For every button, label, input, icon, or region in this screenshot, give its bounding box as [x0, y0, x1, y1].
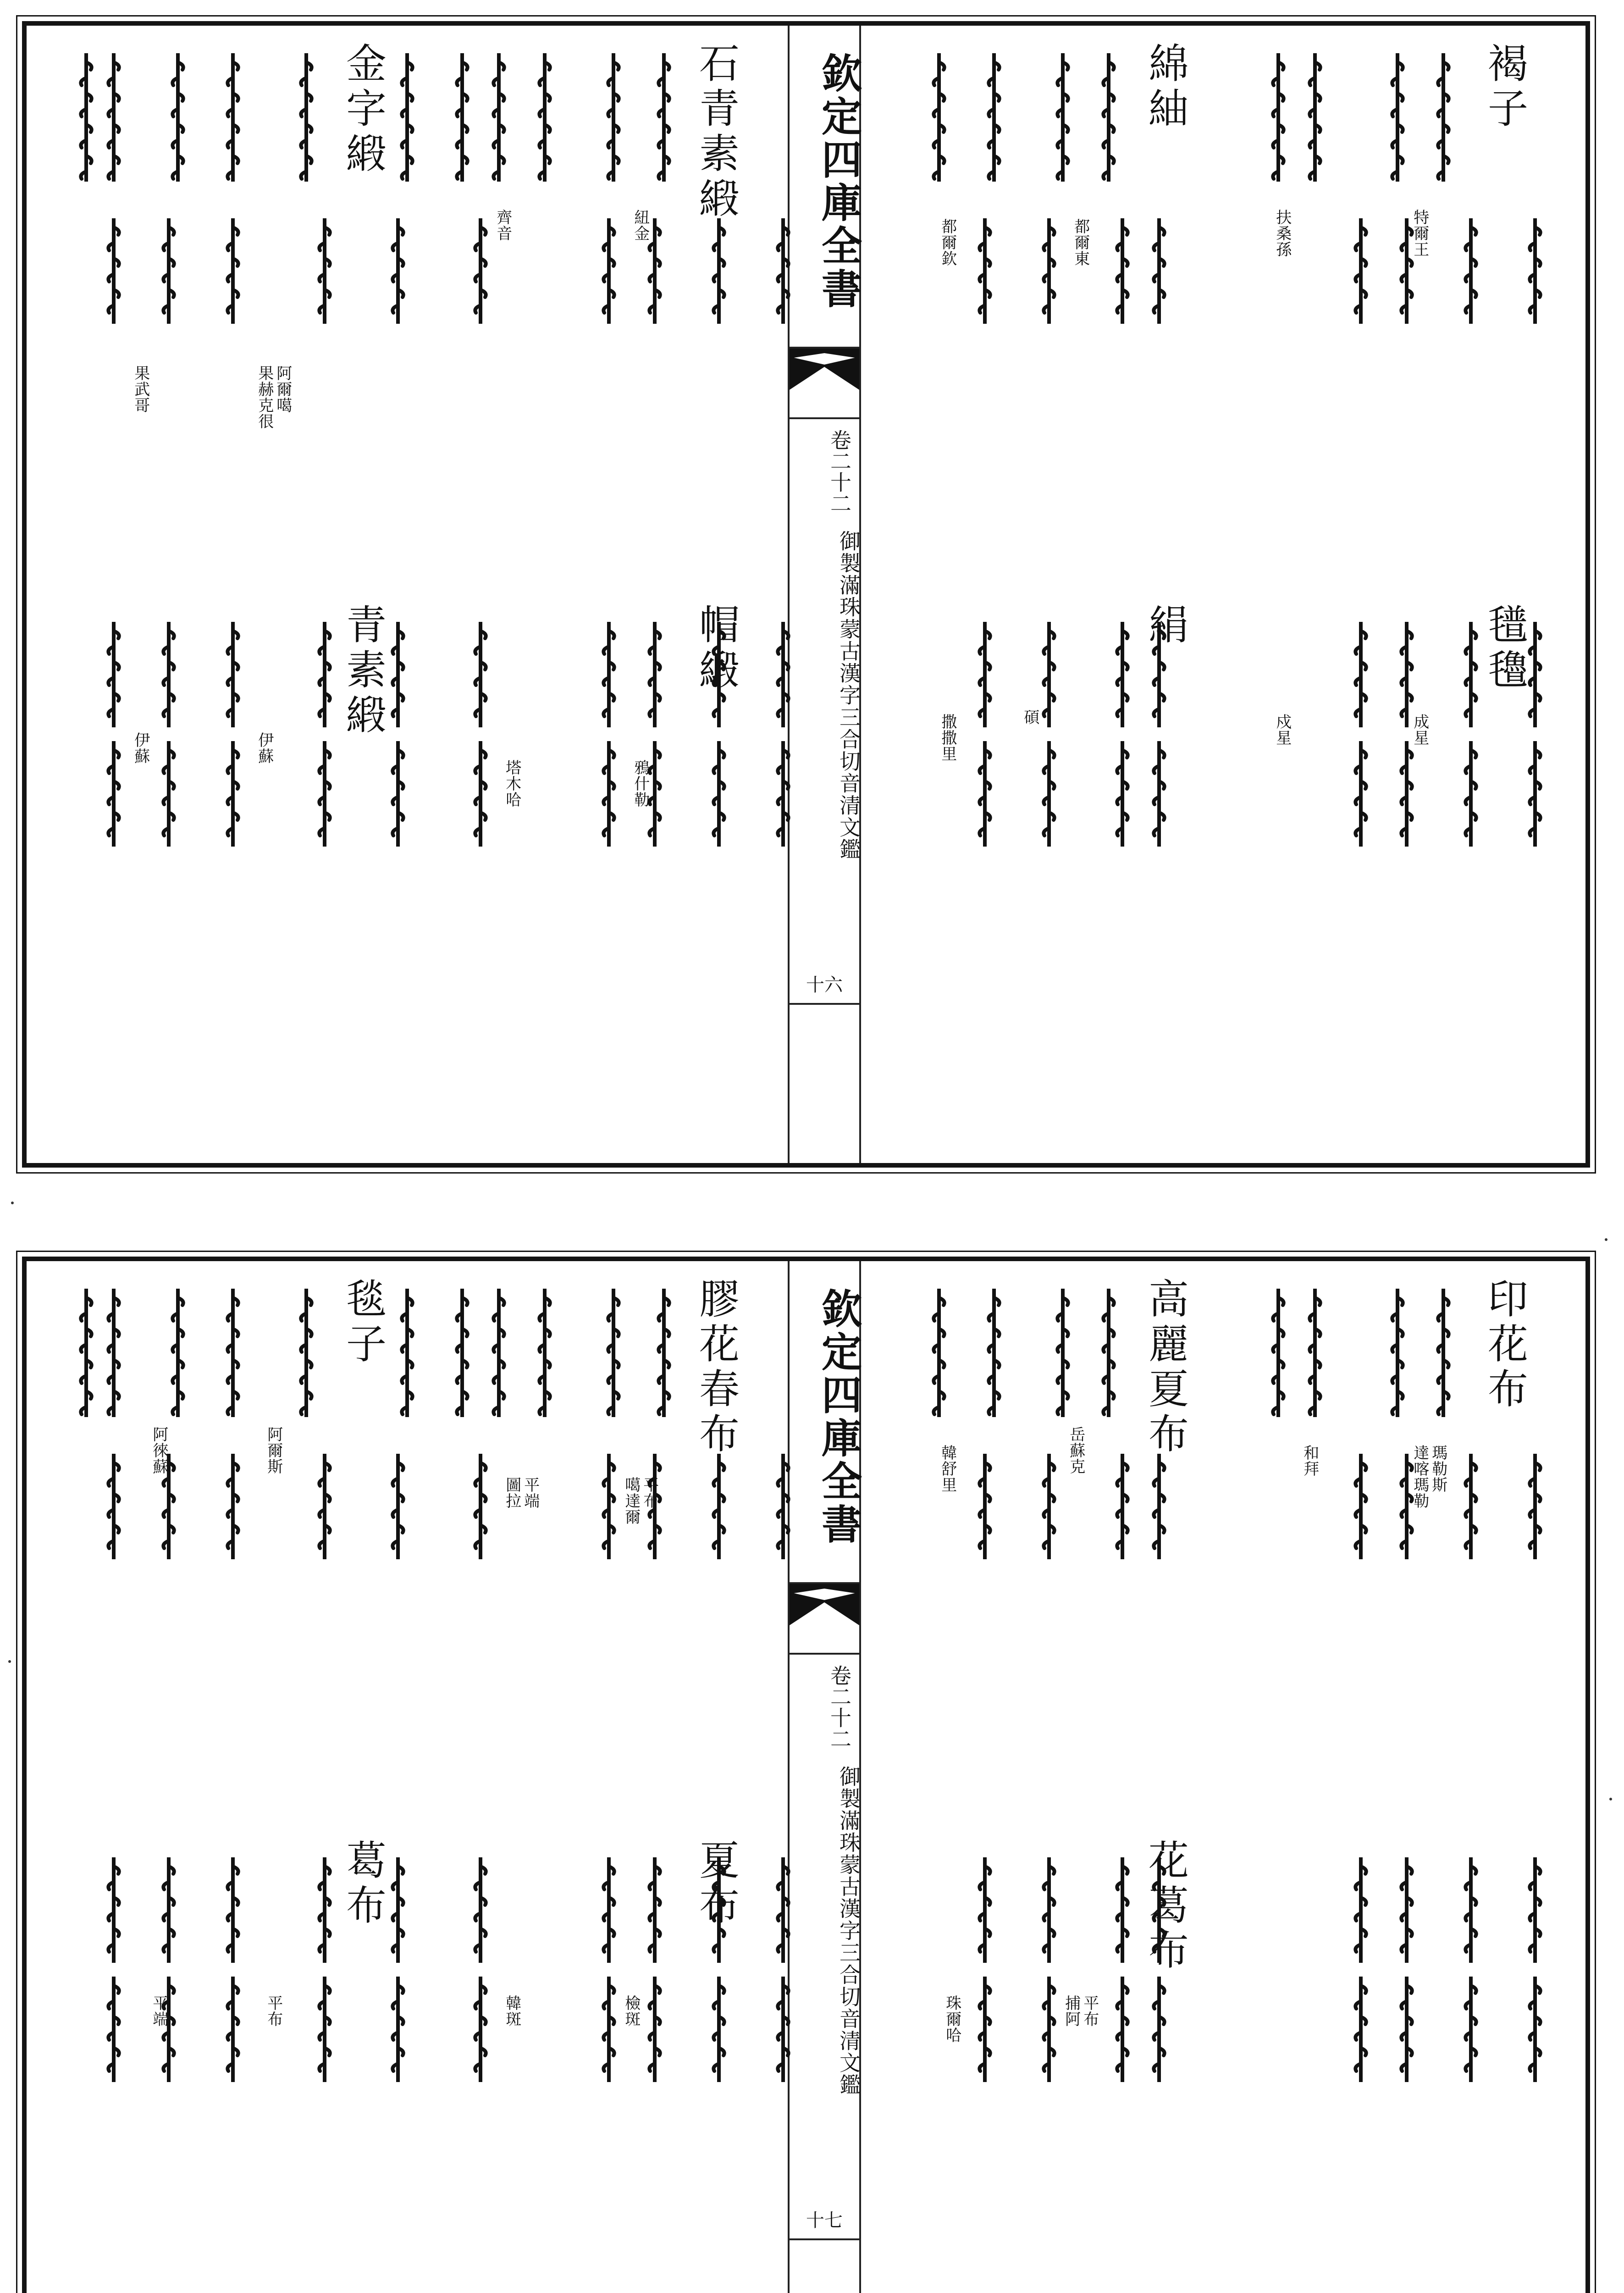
script-glyph	[164, 53, 192, 182]
script-glyph	[600, 53, 627, 182]
script-glyph	[1109, 622, 1136, 727]
entry-annotation: 平布	[1080, 1995, 1099, 2027]
script-glyph	[1457, 218, 1485, 324]
script-glyph	[219, 1289, 247, 1417]
script-glyph	[1521, 1454, 1549, 1559]
script-glyph	[100, 1454, 127, 1559]
entry-annotation: 檢斑	[622, 1995, 641, 2027]
entry-heading: 青素緞	[340, 604, 387, 738]
script-glyph	[100, 1857, 127, 1963]
script-glyph	[164, 1289, 192, 1417]
script-glyph	[1347, 741, 1375, 847]
script-glyph	[925, 53, 953, 182]
entry-annotation: 都爾東	[1071, 218, 1090, 266]
script-glyph	[1035, 741, 1063, 847]
script-glyph	[1393, 622, 1420, 727]
script-glyph	[1393, 1857, 1420, 1963]
script-glyph	[769, 622, 797, 727]
script-glyph	[448, 53, 476, 182]
script-glyph	[100, 622, 127, 727]
script-glyph	[769, 1454, 797, 1559]
script-glyph	[1035, 622, 1063, 727]
script-glyph	[971, 1857, 999, 1963]
script-glyph	[1049, 53, 1077, 182]
script-glyph	[1393, 1977, 1420, 2082]
script-glyph	[1109, 218, 1136, 324]
script-glyph	[219, 53, 247, 182]
entry-annotation: 戍星	[1273, 714, 1292, 746]
script-glyph	[769, 741, 797, 847]
script-glyph	[1035, 1977, 1063, 2082]
script-glyph	[72, 1289, 100, 1417]
script-glyph	[1457, 741, 1485, 847]
script-glyph	[393, 53, 421, 182]
entry-annotation: 平布	[264, 1995, 283, 2027]
script-glyph	[311, 1857, 338, 1963]
script-glyph	[155, 1857, 182, 1963]
entry-annotation: 岳蘇克	[1066, 1426, 1085, 1474]
page-bottom	[22, 1257, 1590, 2293]
script-glyph	[641, 218, 668, 324]
script-glyph	[384, 741, 412, 847]
entry-annotation: 韓舒里	[938, 1445, 957, 1493]
script-glyph	[1347, 622, 1375, 727]
entry-annotation: 韓斑	[503, 1995, 521, 2027]
script-glyph	[384, 1454, 412, 1559]
script-glyph	[72, 53, 100, 182]
entry-heading: 印花布	[1481, 1278, 1529, 1412]
script-glyph	[1145, 622, 1173, 727]
entry-head	[693, 42, 774, 222]
entry-head	[1142, 42, 1223, 132]
script-glyph	[1145, 1857, 1173, 1963]
page-number: 十七	[790, 2206, 859, 2240]
script-glyph	[705, 1857, 733, 1963]
entry-head	[1142, 1278, 1223, 1457]
entry-heading: 高麗夏布	[1142, 1278, 1189, 1457]
script-glyph	[1301, 53, 1329, 182]
script-glyph	[384, 1977, 412, 2082]
script-glyph	[595, 622, 623, 727]
entry-annotation: 阿徠蘇	[149, 1426, 168, 1474]
entry-heading: 毯子	[340, 1278, 387, 1368]
script-glyph	[155, 218, 182, 324]
script-glyph	[219, 218, 247, 324]
script-glyph	[531, 53, 558, 182]
entry-heading: 綿紬	[1142, 42, 1189, 132]
script-glyph	[595, 218, 623, 324]
script-glyph	[100, 218, 127, 324]
script-glyph	[971, 1454, 999, 1559]
script-glyph	[100, 741, 127, 847]
script-glyph	[769, 1977, 797, 2082]
script-glyph	[1109, 741, 1136, 847]
script-glyph	[1035, 1454, 1063, 1559]
entry-annotation: 特爾王	[1410, 209, 1429, 257]
script-glyph	[155, 1454, 182, 1559]
entry-annotation: 塔木哈	[503, 759, 521, 808]
entry-annotation: 都爾欽	[938, 218, 957, 266]
script-glyph	[311, 1977, 338, 2082]
script-glyph	[393, 1289, 421, 1417]
script-glyph	[980, 1289, 1008, 1417]
fish-tail-ornament	[790, 347, 859, 419]
script-glyph	[1430, 1289, 1457, 1417]
script-glyph	[1145, 218, 1173, 324]
script-glyph	[384, 622, 412, 727]
script-glyph	[925, 1289, 953, 1417]
script-glyph	[467, 622, 494, 727]
script-glyph	[1521, 741, 1549, 847]
script-glyph	[485, 53, 513, 182]
entry-annotation: 噶達爾	[622, 1477, 641, 1525]
script-glyph	[650, 1289, 678, 1417]
entry-annotation: 果武哥	[131, 365, 150, 413]
entry-heading: 褐子	[1481, 42, 1529, 132]
script-glyph	[1521, 218, 1549, 324]
book-title: 欽定四庫全書	[815, 52, 863, 311]
entry-heading: 石青素緞	[693, 42, 740, 222]
script-glyph	[650, 53, 678, 182]
script-glyph	[467, 741, 494, 847]
entry-head	[693, 1278, 774, 1457]
entry-heading: 葛布	[340, 1839, 387, 1929]
script-glyph	[219, 1454, 247, 1559]
script-glyph	[467, 1857, 494, 1963]
script-glyph	[100, 53, 127, 182]
script-glyph	[1457, 1977, 1485, 2082]
script-glyph	[705, 218, 733, 324]
script-glyph	[219, 1857, 247, 1963]
entry-annotation: 成星	[1410, 714, 1429, 746]
script-glyph	[641, 622, 668, 727]
entry-annotation: 齊音	[493, 209, 512, 241]
entry-annotation: 伊蘇	[131, 732, 150, 764]
fish-tail-ornament	[790, 1582, 859, 1655]
volume-number: 卷二十二	[827, 1665, 852, 1749]
entry-head	[1481, 1278, 1563, 1412]
script-glyph	[1430, 53, 1457, 182]
script-glyph	[1457, 622, 1485, 727]
script-glyph	[1035, 1857, 1063, 1963]
script-glyph	[100, 1289, 127, 1417]
script-glyph	[600, 1289, 627, 1417]
entry-annotation: 阿爾斯	[264, 1426, 283, 1474]
volume-subtitle: 御製滿珠蒙古漢字三合切音清文鑑	[836, 530, 861, 860]
script-glyph	[1035, 218, 1063, 324]
entry-annotation: 碩	[1021, 709, 1039, 725]
entry-annotation: 平布	[640, 1477, 659, 1509]
script-glyph	[769, 1857, 797, 1963]
entry-annotation: 扶桑孫	[1273, 209, 1292, 257]
entry-annotation: 平端	[521, 1477, 540, 1509]
script-glyph	[467, 1454, 494, 1559]
page-number: 十六	[790, 970, 859, 1005]
page-top	[22, 21, 1590, 1168]
script-glyph	[641, 1857, 668, 1963]
script-glyph	[485, 1289, 513, 1417]
entry-annotation: 和拜	[1300, 1445, 1319, 1477]
script-glyph	[219, 1977, 247, 2082]
entry-annotation: 果赫克很	[255, 365, 274, 429]
entry-annotation: 達喀瑪勒	[1410, 1445, 1429, 1509]
script-glyph	[155, 1977, 182, 2082]
script-glyph	[595, 741, 623, 847]
script-glyph	[595, 1977, 623, 2082]
script-glyph	[1393, 218, 1420, 324]
script-glyph	[1109, 1857, 1136, 1963]
script-glyph	[531, 1289, 558, 1417]
entry-annotation: 撒撒里	[938, 714, 957, 762]
script-glyph	[971, 741, 999, 847]
entry-heading: 絹	[1142, 604, 1189, 648]
entry-heading: 金字緞	[340, 42, 387, 177]
script-glyph	[641, 1454, 668, 1559]
volume-subtitle: 御製滿珠蒙古漢字三合切音清文鑑	[836, 1766, 861, 2096]
script-glyph	[384, 1857, 412, 1963]
script-glyph	[769, 218, 797, 324]
script-glyph	[1347, 218, 1375, 324]
entry-annotation: 平端	[149, 1995, 168, 2027]
script-glyph	[705, 1977, 733, 2082]
script-glyph	[971, 1977, 999, 2082]
book-title: 欽定四庫全書	[815, 1288, 863, 1546]
script-glyph	[1393, 741, 1420, 847]
script-glyph	[384, 218, 412, 324]
script-glyph	[467, 218, 494, 324]
script-glyph	[1109, 1454, 1136, 1559]
entry-annotation: 圖拉	[503, 1477, 521, 1509]
entry-heading: 夏布	[693, 1839, 740, 1929]
script-glyph	[219, 622, 247, 727]
script-glyph	[705, 1454, 733, 1559]
entry-annotation: 鴉什勒	[631, 759, 650, 808]
script-glyph	[467, 1977, 494, 2082]
script-glyph	[1095, 53, 1122, 182]
center-strip	[788, 1261, 861, 2293]
script-glyph	[980, 53, 1008, 182]
script-glyph	[1301, 1289, 1329, 1417]
script-glyph	[1384, 1289, 1411, 1417]
entry-annotation: 瑪勒斯	[1429, 1445, 1447, 1493]
script-glyph	[1457, 1454, 1485, 1559]
script-glyph	[1384, 53, 1411, 182]
script-glyph	[595, 1454, 623, 1559]
script-glyph	[705, 622, 733, 727]
script-glyph	[1347, 1454, 1375, 1559]
script-glyph	[1145, 1454, 1173, 1559]
entry-annotation: 伊蘇	[255, 732, 274, 764]
script-glyph	[1145, 741, 1173, 847]
entry-heading: 花葛布	[1142, 1839, 1189, 1974]
entry-heading: 氆氌	[1481, 604, 1529, 693]
scan-speck	[8, 1660, 11, 1663]
entry-annotation: 珠爾哈	[943, 1995, 961, 2043]
center-strip	[788, 26, 861, 1163]
script-glyph	[293, 1289, 320, 1417]
script-glyph	[971, 622, 999, 727]
script-glyph	[293, 53, 320, 182]
script-glyph	[641, 741, 668, 847]
script-glyph	[1049, 1289, 1077, 1417]
script-glyph	[641, 1977, 668, 2082]
entry-annotation: 捕阿	[1062, 1995, 1081, 2027]
script-glyph	[311, 218, 338, 324]
script-glyph	[155, 741, 182, 847]
script-glyph	[1521, 622, 1549, 727]
entry-heading: 帽緞	[693, 604, 740, 693]
script-glyph	[1265, 53, 1292, 182]
script-glyph	[155, 622, 182, 727]
entry-annotation: 阿爾噶	[273, 365, 292, 413]
script-glyph	[1393, 1454, 1420, 1559]
script-glyph	[1347, 1857, 1375, 1963]
scan-speck	[1609, 1798, 1612, 1800]
script-glyph	[311, 741, 338, 847]
script-glyph	[100, 1977, 127, 2082]
script-glyph	[219, 741, 247, 847]
scan-speck	[11, 1202, 14, 1204]
scan-speck	[1605, 1238, 1607, 1241]
script-glyph	[1521, 1857, 1549, 1963]
script-glyph	[971, 218, 999, 324]
script-glyph	[595, 1857, 623, 1963]
script-glyph	[705, 741, 733, 847]
script-glyph	[1109, 1977, 1136, 2082]
entry-annotation: 紐金	[631, 209, 650, 241]
script-glyph	[1265, 1289, 1292, 1417]
script-glyph	[1145, 1977, 1173, 2082]
script-glyph	[1521, 1977, 1549, 2082]
script-glyph	[1347, 1977, 1375, 2082]
script-glyph	[1095, 1289, 1122, 1417]
volume-number: 卷二十二	[827, 429, 852, 514]
script-glyph	[1457, 1857, 1485, 1963]
script-glyph	[448, 1289, 476, 1417]
entry-heading: 膠花春布	[693, 1278, 740, 1457]
script-glyph	[311, 622, 338, 727]
entry-head	[1481, 42, 1563, 132]
script-glyph	[311, 1454, 338, 1559]
